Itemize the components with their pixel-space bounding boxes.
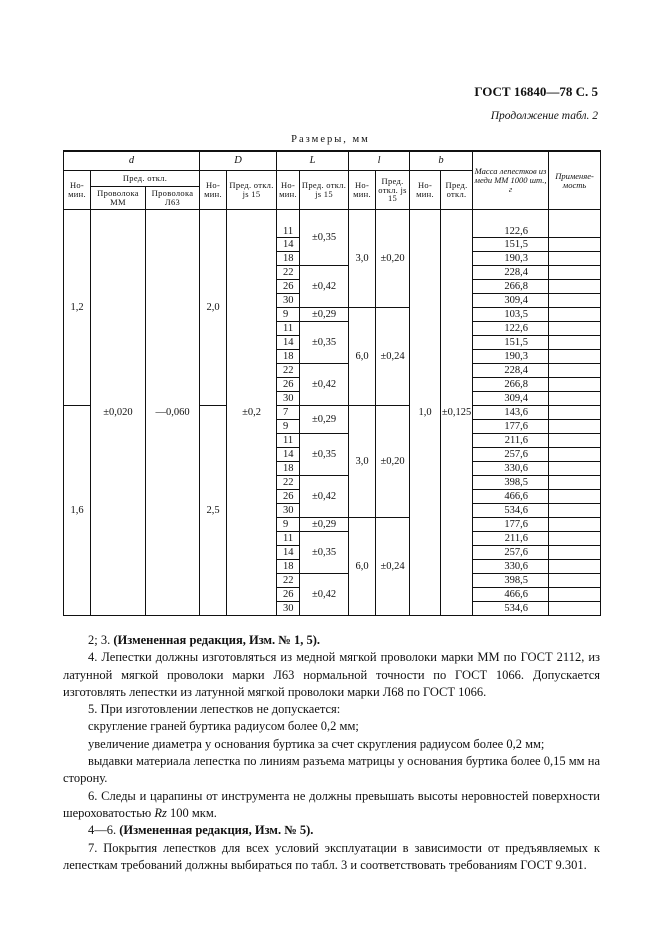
mass-value: 151,5 [473,336,549,350]
mass-value: 257,6 [473,448,549,462]
usage-cell [549,518,601,532]
paragraph-7: 7. Покрытия лепестков для всех условий эксплуатации в зависимости от предъявляемых к лепесткам требований должны выбираться по табл. 3 и соответствовать требованиям ГОСТ 9.301. [63,840,600,872]
usage-cell [549,420,601,434]
mass-value: 330,6 [473,560,549,574]
mass-value: 228,4 [473,266,549,280]
L-nominal: 9 [277,518,300,532]
mass-value: 177,6 [473,518,549,532]
L-nominal: 14 [277,238,300,252]
usage-cell [549,448,601,462]
mass-value: 309,4 [473,392,549,406]
L-tol: ±0,42 [300,364,349,406]
L-nominal: 30 [277,392,300,406]
group-header-b: b [410,151,473,171]
usage-cell [549,602,601,616]
header-L-nom: Но-мин. [277,171,300,210]
mass-value: 143,6 [473,406,549,420]
L-nominal: 14 [277,546,300,560]
paragraph-5-item-2: увеличение диаметра у основания буртика за счет скругления радиусом более 0,2 мм; [88,736,545,751]
usage-cell [549,238,601,252]
usage-cell [549,378,601,392]
p1-number: 2; 3. [88,633,114,647]
usage-cell [549,280,601,294]
l-tol: ±0,24 [376,518,410,616]
paragraph-6: 6. Следы и царапины от инструмента не должны превышать высоты неровностей поверхности шероховатостью [63,788,600,820]
mass-value: 266,8 [473,280,549,294]
header-l-tol: Пред. откл. js 15 [376,171,410,210]
L-tol: ±0,29 [300,308,349,322]
header-L-tol: Пред. откл. js 15 [300,171,349,210]
L-nominal: 11 [277,532,300,546]
group-header-l: l [349,151,410,171]
dimensions-table [63,150,601,616]
b-tol: ±0,125 [441,210,473,616]
mass-value: 177,6 [473,420,549,434]
L-nominal: 30 [277,294,300,308]
L-nominal: 9 [277,420,300,434]
body-text [63,632,600,874]
mass-value: 309,4 [473,294,549,308]
L-tol: ±0,35 [300,210,349,266]
page-header: ГОСТ 16840—78 С. 5 [474,84,598,99]
header-b-nom: Но-мин. [410,171,441,210]
mass-value: 398,5 [473,476,549,490]
usage-cell [549,490,601,504]
L-nominal: 26 [277,280,300,294]
L-tol: ±0,35 [300,322,349,364]
D-nominal: 2,0 [200,210,227,406]
usage-cell [549,392,601,406]
header-d-nom: Но-мин. [64,171,91,210]
l-tol: ±0,24 [376,308,410,406]
group-header-D: D [200,151,277,171]
usage-cell [549,266,601,280]
mass-value: 466,6 [473,588,549,602]
mass-value: 122,6 [473,322,549,336]
l-nominal: 3,0 [349,210,376,308]
paragraph-5-item-1: скругление граней буртика радиусом более 0,2 мм; [88,719,359,734]
usage-cell [549,336,601,350]
paragraph-5: 5. При изготовлении лепестков не допускается: [88,702,341,717]
header-D-tol: Пред. откл. js 15 [227,171,277,210]
table-row [64,210,601,238]
L-nominal: 9 [277,308,300,322]
mass-value: 330,6 [473,462,549,476]
usage-cell [549,476,601,490]
mass-value: 211,6 [473,532,549,546]
group-header-d: d [64,151,200,171]
L-tol: ±0,35 [300,532,349,574]
L-tol: ±0,29 [300,406,349,434]
L-nominal: 22 [277,476,300,490]
paragraph-5-item-3: выдавки материала лепестка по линиям разъема матрицы у основания буртика более 0,15 мм на сторону. [63,754,600,786]
usage-cell [549,406,601,420]
l-nominal: 3,0 [349,406,376,518]
L-nominal: 18 [277,462,300,476]
header-d-tol: Пред. откл. [91,171,200,187]
b-nominal: 1,0 [410,210,441,616]
L-nominal: 26 [277,490,300,504]
L-nominal: 11 [277,434,300,448]
header-D-nom: Но-мин. [200,171,227,210]
mass-value: 211,6 [473,434,549,448]
L-nominal: 11 [277,322,300,336]
mass-value: 534,6 [473,504,549,518]
l-tol: ±0,20 [376,210,410,308]
mass-value: 228,4 [473,364,549,378]
usage-cell [549,364,601,378]
usage-cell [549,294,601,308]
d-tol-l63: —0,060 [146,210,200,616]
L-nominal: 18 [277,560,300,574]
header-wire-l63: Проволока Л63 [146,187,200,210]
p8-number: 4—6. [88,823,120,838]
usage-cell [549,532,601,546]
usage-cell [549,210,601,238]
p1-amendment: (Измененная редакция, Изм. № 1, 5). [113,633,321,647]
d-nominal: 1,6 [64,406,91,616]
L-tol: ±0,42 [300,266,349,308]
header-mass: Масса лепестков из меди ММ 1000 шт., г [473,151,549,210]
header-usage: Применяе-мость [549,151,601,210]
header-wire-mm: Проволока ММ [91,187,146,210]
paragraph-4: 4. Лепестки должны изготовляться из медной мягкой проволоки марки ММ по ГОСТ 2112, из латунной мягкой проволоки марки Л63 нормальной точности по ГОСТ 1066. Допускается изготовлять лепестки из латунной мягкой проволоки марки Л68 по ГОСТ 1066. [63,650,600,699]
L-nominal: 30 [277,602,300,616]
L-tol: ±0,29 [300,518,349,532]
L-nominal: 14 [277,336,300,350]
mass-value: 257,6 [473,546,549,560]
l-tol: ±0,20 [376,406,410,518]
L-nominal: 18 [277,350,300,364]
L-tol: ±0,42 [300,476,349,518]
l-nominal: 6,0 [349,518,376,616]
header-l-nom: Но-мин. [349,171,376,210]
header-b-tol: Пред. откл. [441,171,473,210]
mass-value: 534,6 [473,602,549,616]
usage-cell [549,462,601,476]
usage-cell [549,322,601,336]
usage-cell [549,560,601,574]
L-nominal: 14 [277,448,300,462]
table-continuation-label: Продолжение табл. 2 [490,110,598,122]
L-nominal: 18 [277,252,300,266]
mass-value: 151,5 [473,238,549,252]
d-tol-mm: ±0,020 [91,210,146,616]
paragraph-6-end: 100 мкм. [166,805,217,820]
L-nominal: 26 [277,588,300,602]
L-nominal: 30 [277,504,300,518]
mass-value: 190,3 [473,350,549,364]
L-nominal: 7 [277,406,300,420]
mass-value: 398,5 [473,574,549,588]
table-units-caption: Размеры, мм [291,134,370,145]
L-nominal: 22 [277,574,300,588]
p8-amendment: (Измененная редакция, Изм. № 5). [119,823,314,838]
l-nominal: 6,0 [349,308,376,406]
rz-symbol: Rz [154,805,167,820]
usage-cell [549,574,601,588]
d-nominal: 1,2 [64,210,91,406]
L-tol: ±0,35 [300,434,349,476]
L-nominal: 22 [277,266,300,280]
usage-cell [549,434,601,448]
L-nominal: 22 [277,364,300,378]
mass-value: 122,6 [473,210,549,238]
usage-cell [549,308,601,322]
usage-cell [549,252,601,266]
L-tol: ±0,42 [300,574,349,616]
mass-value: 466,6 [473,490,549,504]
L-nominal: 11 [277,210,300,238]
usage-cell [549,350,601,364]
mass-value: 266,8 [473,378,549,392]
L-nominal: 26 [277,378,300,392]
group-header-L: L [277,151,349,171]
usage-cell [549,546,601,560]
usage-cell [549,588,601,602]
mass-value: 190,3 [473,252,549,266]
usage-cell [549,504,601,518]
mass-value: 103,5 [473,308,549,322]
D-nominal: 2,5 [200,406,227,616]
D-tol: ±0,2 [227,210,277,616]
